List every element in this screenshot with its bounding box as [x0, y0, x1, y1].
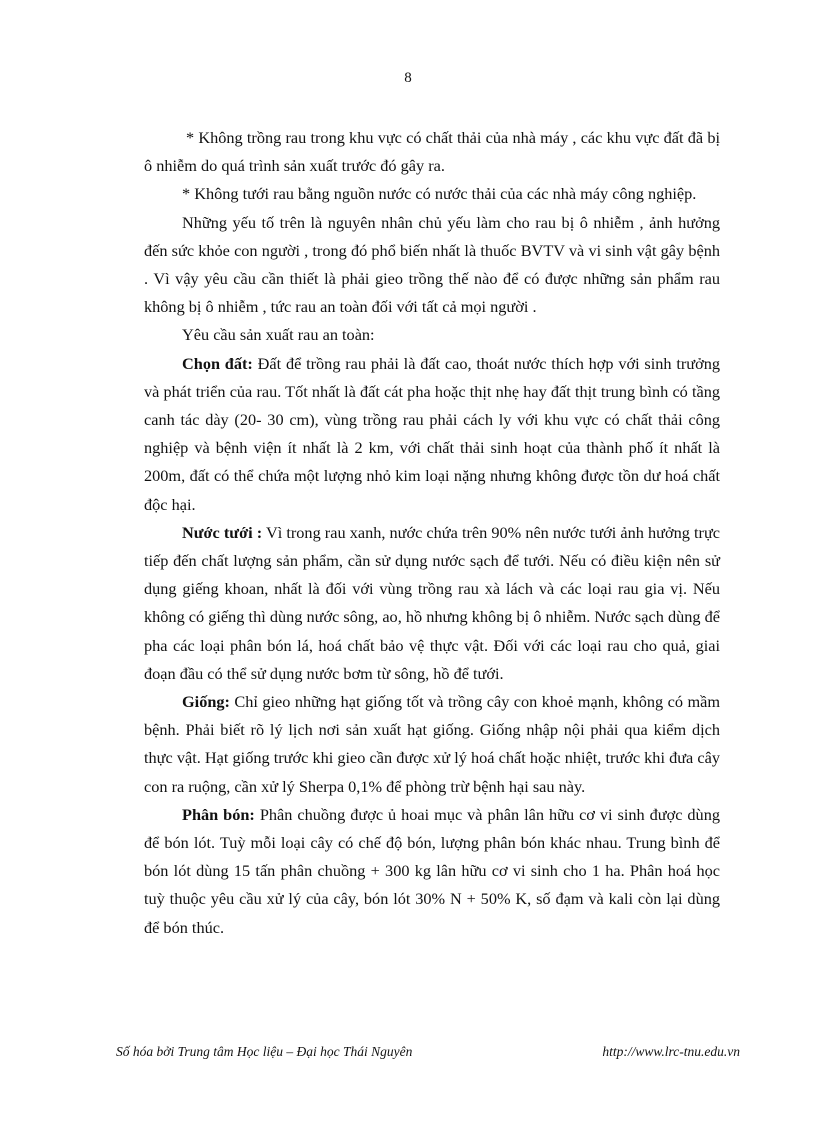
paragraph-pollution-factors: Những yếu tố trên là nguyên nhân chủ yếu làm cho rau bị ô nhiễm , ảnh hưởng đến sức khỏe con người , trong đó phổ biến nhất là thuốc BVTV và vi sinh vật gây bệnh . Vì vậy yêu cầu cần thiết là phải gieo trồng thế nào để có được những sản phẩm rau không bị ô nhiễm , tức rau an toàn đối với tất cả mọi người . [144, 212, 720, 317]
choose-soil-heading: Chọn đất: [182, 353, 253, 373]
paragraph-fertilizer [144, 801, 720, 942]
paragraph-choose-soil [144, 350, 720, 519]
paragraph-no-factory-area: * Không trồng rau trong khu vực có chất thải của nhà máy , các khu vực đất đã bị ô nhiễm do quá trình sản xuất trước đó gây ra. [144, 128, 720, 176]
seeds-heading: Giống: [182, 692, 230, 712]
paragraph-requirements-intro: Yêu cầu sản xuất rau an toàn: [182, 325, 375, 345]
document-body [144, 124, 720, 942]
seeds-text: Chỉ gieo những hạt giống tốt và trồng cây con khoẻ mạnh, không có mầm bệnh. Phải biết rõ lý lịch nơi sản xuất hạt giống. Giống nhập nội phải qua kiểm dịch thực vật. Hạt giống trước khi gieo cần được xử lý hoá chất hoặc nhiệt, trước khi đưa cây con ra ruộng, cần xử lý Sherpa 0,1% để phòng trừ bệnh hại sau này. [144, 692, 720, 796]
page-number: 8 [404, 70, 412, 86]
irrigation-water-text: Vì trong rau xanh, nước chứa trên 90% nên nước tưới ảnh hưởng trực tiếp đến chất lượng sản phẩm, cần sử dụng nước sạch để tưới. Nếu có điều kiện nên sử dụng giếng khoan, nhất là đối với vùng trồng rau xà lách và các loại rau gia vị. Nếu không có giếng thì dùng nước sông, ao, hồ nhưng không bị ô nhiễm. Nước sạch dùng để pha các loại phân bón lá, hoá chất bảo vệ thực vật. Đối với các loại rau cho quả, giai đoạn đầu có thể sử dụng nước bơm từ sông, hồ để tưới. [144, 522, 720, 683]
paragraph-no-waste-water: * Không tưới rau bằng nguồn nước có nước thải của các nhà máy công nghiệp. [182, 184, 697, 204]
paragraph-irrigation-water [144, 519, 720, 688]
irrigation-water-heading: Nước tưới : [182, 522, 263, 542]
choose-soil-text: Đất để trồng rau phải là đất cao, thoát nước thích hợp với sinh trưởng và phát triển của rau. Tốt nhất là đất cát pha hoặc thịt nhẹ hay đất thịt trung bình có tầng canh tác dày (20- 30 cm), vùng trồng rau phải cách ly với khu vực có chất thải công nghiệp và bệnh viện ít nhất là 2 km, với chất thải sinh hoạt của thành phố ít nhất là 200m, đất có thể chứa một lượng nhỏ kim loại nặng nhưng không được tồn dư hoá chất độc hại. [144, 353, 720, 514]
fertilizer-text: Phân chuồng được ủ hoai mục và phân lân hữu cơ vi sinh được dùng để bón lót. Tuỳ mỗi loại cây có chế độ bón, lượng phân bón khác nhau. Trung bình để bón lót dùng 15 tấn phân chuồng + 300 kg lân hữu cơ vi sinh cho 1 ha. Phân hoá học tuỳ thuộc yêu cầu xử lý của cây, bón lót 30% N + 50% K, số đạm và kali còn lại dùng để bón thúc. [144, 804, 720, 937]
paragraph-seeds [144, 688, 720, 801]
footer-digitized-by: Số hóa bởi Trung tâm Học liệu – Đại học Thái Nguyên [116, 1044, 413, 1059]
footer-url: http://www.lrc-tnu.edu.vn [602, 1044, 740, 1059]
fertilizer-heading: Phân bón: [182, 804, 255, 824]
